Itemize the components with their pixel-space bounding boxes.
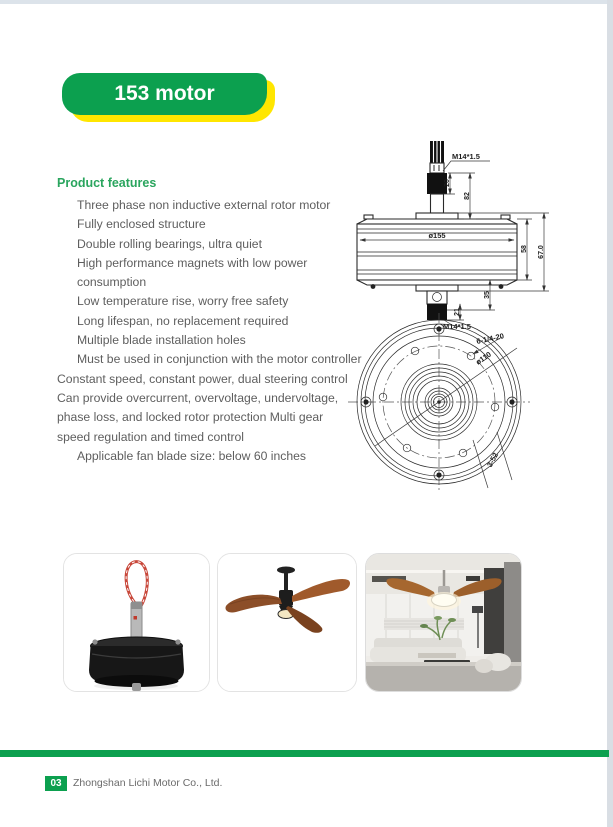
dimension-label: M14*1.5 [452,152,480,161]
dimension-label: ø155 [428,231,446,240]
dimension-label: 35 [484,291,491,299]
motor-photo [64,554,209,691]
feature-line: phase loss, and locked rotor protection Multi gear [57,410,324,425]
features-list [57,196,362,466]
feature-line: Must be used in conjunction with the motor controller [77,352,362,367]
features-heading: Product features [57,176,157,190]
page-top-edge [0,0,613,4]
feature-line: Fully enclosed structure [77,217,206,232]
dimension-label: 82 [464,192,471,200]
feature-line: Long lifespan, no replacement required [77,313,289,328]
product-photo-card [63,553,210,692]
title-badge [62,73,276,123]
footer-divider [0,750,609,757]
feature-line: consumption [77,275,147,290]
dimension-label: 58 [521,245,528,253]
dimension-label: 3-52 [485,451,501,469]
living-room-photo [366,554,521,691]
dimension-label: 6-1/4-20 [475,331,505,346]
page-number-badge: 03 [45,776,67,791]
dimension-label: ø110 [474,349,493,367]
feature-line: Constant speed, constant power, dual steering control [57,371,348,386]
feature-line: High performance magnets with low power [77,255,308,270]
product-photo-card [365,553,522,692]
feature-line: Double rolling bearings, ultra quiet [77,236,262,251]
company-name: Zhongshan Lichi Motor Co., Ltd. [73,777,223,789]
feature-line: Multiple blade installation holes [77,333,246,348]
feature-line: Three phase non inductive external rotor motor [77,198,331,212]
dimension-label: 21 [454,308,461,316]
technical-drawing [340,130,612,502]
dimension-label: 67.0 [538,245,545,259]
feature-line: Applicable fan blade size: below 60 inches [77,448,307,463]
dimension-label: M14*1.5 [443,322,471,331]
feature-line: Low temperature rise, worry free safety [77,294,289,309]
feature-line: speed regulation and timed control [57,429,244,444]
dimension-label: 20 [444,179,451,187]
feature-line: Can provide overcurrent, overvoltage, undervoltage, [57,390,339,405]
ceiling-fan-photo [218,554,356,691]
product-photo-card [217,553,357,692]
title-badge-label: 153 motor [62,73,267,115]
